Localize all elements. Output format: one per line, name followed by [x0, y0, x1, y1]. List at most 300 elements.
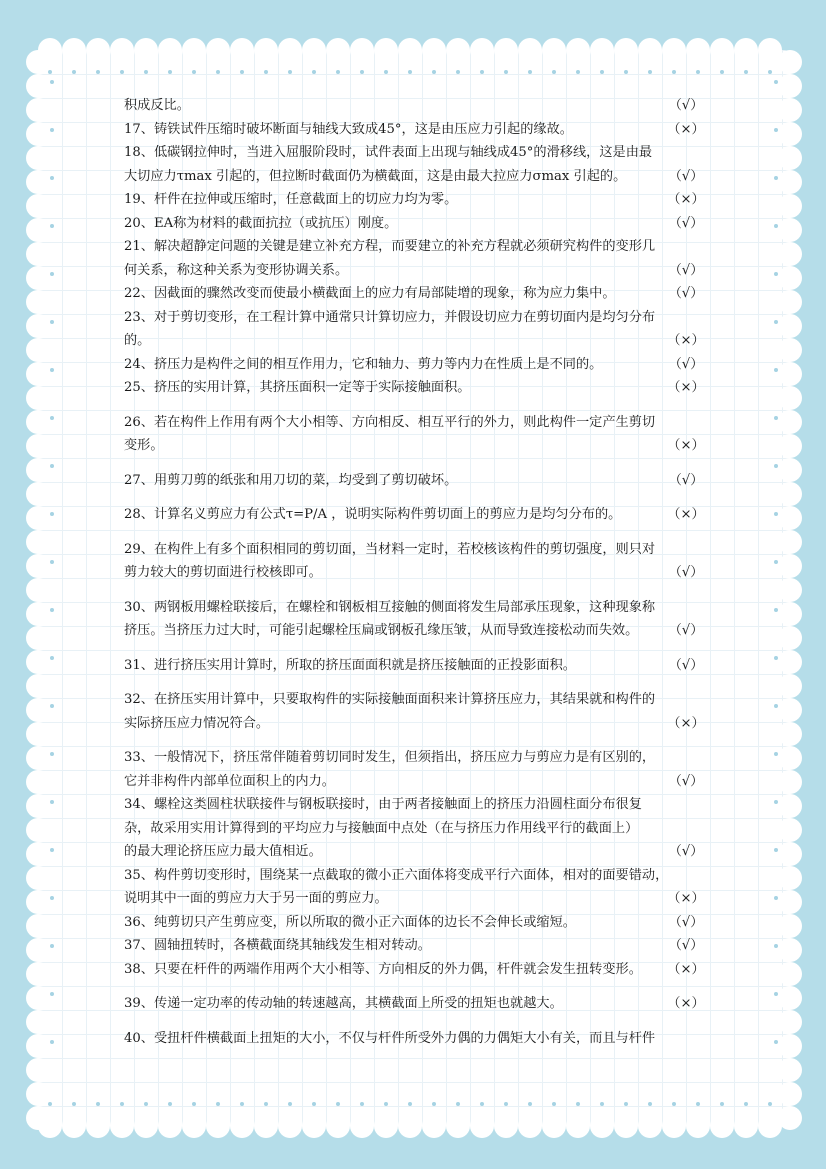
decor-dot	[774, 800, 778, 804]
scallop	[26, 290, 50, 314]
list-item	[124, 654, 706, 678]
list-item	[124, 793, 706, 864]
decor-dot	[48, 70, 52, 74]
scallop	[350, 1114, 374, 1138]
scallop	[686, 38, 710, 62]
scallop	[110, 1114, 134, 1138]
decor-dot	[50, 1040, 54, 1044]
scallop	[26, 890, 50, 914]
scallop	[778, 1010, 802, 1034]
decor-dot	[50, 176, 54, 180]
decor-dot	[528, 1102, 532, 1106]
decor-dot	[774, 608, 778, 612]
decor-dot	[336, 1102, 340, 1106]
decor-dot	[50, 704, 54, 708]
decor-dot	[144, 70, 148, 74]
item-text: 说明其中一面的剪应力大于另一面的剪应力。	[124, 891, 388, 906]
item-text: 37、圆轴扭转时，各横截面绕其轴线发生相对转动。	[124, 938, 431, 953]
scallop	[26, 1034, 50, 1058]
decor-dot	[288, 70, 292, 74]
item-text: 32、在挤压实用计算中，只要取构件的实际接触面面积来计算挤压应力，其结果就和构件的	[124, 692, 656, 707]
scallop	[778, 362, 802, 386]
scallop	[134, 38, 158, 62]
scallop	[398, 1114, 422, 1138]
scallop	[778, 698, 802, 722]
item-text: 27、用剪刀剪的纸张和用刀切的菜，均受到了剪切破坏。	[124, 472, 458, 488]
decor-dot	[576, 70, 580, 74]
scallop	[302, 1114, 326, 1138]
decor-dot	[240, 70, 244, 74]
decor-dot	[432, 70, 436, 74]
decor-dot	[696, 1102, 700, 1106]
question-list	[124, 94, 706, 1050]
scallop	[278, 38, 302, 62]
decor-dot	[72, 1102, 76, 1106]
decor-dot	[696, 70, 700, 74]
scallop	[26, 674, 50, 698]
scallop	[614, 1114, 638, 1138]
list-item	[124, 934, 706, 958]
decor-dot	[264, 1102, 268, 1106]
scallop	[374, 38, 398, 62]
scallop	[62, 1114, 86, 1138]
item-text: 25、挤压的实用计算，其挤压面积一定等于实际接触面积。	[124, 380, 471, 395]
decor-dot	[600, 70, 604, 74]
decor-dot	[774, 848, 778, 852]
answer-mark: （√）	[668, 98, 704, 113]
scallop	[26, 1010, 50, 1034]
answer-mark: （×）	[667, 891, 705, 906]
scallop	[638, 1114, 662, 1138]
scallop	[26, 458, 50, 482]
scallop	[778, 266, 802, 290]
scallop	[778, 74, 802, 98]
scallop	[446, 1114, 470, 1138]
decor-dot	[50, 416, 54, 420]
list-item	[124, 596, 706, 643]
scallop	[778, 218, 802, 242]
decor-dot	[72, 70, 76, 74]
scallop	[26, 242, 50, 266]
decor-dot	[600, 1102, 604, 1106]
list-item	[124, 141, 706, 188]
answer-mark: （√）	[668, 472, 704, 488]
scallop	[778, 170, 802, 194]
item-text: 积成反比。	[124, 98, 190, 113]
scallop	[778, 554, 802, 578]
decor-dot	[576, 1102, 580, 1106]
decor-dot	[360, 70, 364, 74]
list-item	[124, 911, 706, 935]
scallop	[26, 578, 50, 602]
decor-dot	[774, 896, 778, 900]
scallop	[778, 626, 802, 650]
scallop	[778, 410, 802, 434]
list-item	[124, 94, 706, 118]
scallop	[778, 890, 802, 914]
decor-dot	[774, 272, 778, 276]
decor-dot	[480, 70, 484, 74]
decor-dot	[168, 1102, 172, 1106]
decor-dot	[774, 704, 778, 708]
scallop	[662, 1114, 686, 1138]
scallop	[26, 914, 50, 938]
scallop	[614, 38, 638, 62]
scallop	[26, 74, 50, 98]
scallop	[86, 1114, 110, 1138]
scallop	[494, 1114, 518, 1138]
scallop	[398, 38, 422, 62]
scallop	[518, 1114, 542, 1138]
scallop	[26, 866, 50, 890]
list-item	[124, 306, 706, 353]
answer-mark: （√）	[668, 657, 704, 673]
scallop	[26, 314, 50, 338]
decor-dot	[774, 320, 778, 324]
scallop	[734, 1114, 758, 1138]
decor-dot	[624, 70, 628, 74]
scallop	[778, 530, 802, 554]
scallop	[566, 38, 590, 62]
answer-mark: （√）	[668, 565, 704, 580]
scallop	[778, 1106, 802, 1130]
scallop	[26, 98, 50, 122]
decor-dot	[50, 272, 54, 276]
scallop	[26, 218, 50, 242]
answer-mark: （×）	[667, 192, 705, 207]
item-text: 39、传递一定功率的传动轴的转速越高，其横截面上所受的扭矩也就越大。	[124, 996, 563, 1011]
scallop	[778, 386, 802, 410]
decor-dot	[672, 1102, 676, 1106]
decor-dot	[50, 896, 54, 900]
scallop	[778, 818, 802, 842]
scallop	[778, 650, 802, 674]
scallop	[778, 722, 802, 746]
answer-mark: （√）	[668, 356, 704, 372]
answer-mark: （×）	[667, 380, 705, 395]
answer-mark: （√）	[668, 938, 704, 953]
item-text: 变形。	[124, 438, 164, 453]
item-text: 19、杆件在拉伸或压缩时，任意截面上的切应力均为零。	[124, 192, 458, 207]
decor-dot	[744, 1102, 748, 1106]
decor-dot	[504, 1102, 508, 1106]
decor-dot	[216, 70, 220, 74]
decor-dot	[774, 656, 778, 660]
scallop	[254, 1114, 278, 1138]
decor-dot	[48, 1102, 52, 1106]
scallop	[662, 38, 686, 62]
scallop	[26, 626, 50, 650]
scallop	[350, 38, 374, 62]
item-text: 24、挤压力是构件之间的相互作用力，它和轴力、剪力等内力在性质上是不同的。	[124, 356, 603, 372]
scallop	[26, 122, 50, 146]
scallop	[374, 1114, 398, 1138]
answer-mark: （√）	[668, 914, 704, 930]
item-text: 的最大理论挤压应力最大值相近。	[124, 844, 322, 859]
decor-dot	[264, 70, 268, 74]
decor-dot	[774, 992, 778, 996]
decor-dot	[648, 1102, 652, 1106]
scallop	[134, 1114, 158, 1138]
scallop	[86, 38, 110, 62]
decor-dot	[456, 70, 460, 74]
answer-mark: （√）	[668, 623, 704, 638]
decor-dot	[216, 1102, 220, 1106]
item-text: 30、两钢板用螺栓联接后，在螺栓和钢板相互接触的侧面将发生局部承压现象，这种现象称	[124, 599, 656, 615]
decor-dot	[96, 1102, 100, 1106]
scallop	[26, 194, 50, 218]
scallop	[26, 962, 50, 986]
scallop	[778, 986, 802, 1010]
scallop	[518, 38, 542, 62]
decor-dot	[774, 560, 778, 564]
scallop	[26, 602, 50, 626]
scallop	[778, 314, 802, 338]
answer-mark: （√）	[668, 168, 704, 184]
scallop	[734, 38, 758, 62]
scallop	[778, 338, 802, 362]
decor-dot	[50, 992, 54, 996]
list-item	[124, 538, 706, 585]
decor-dot	[50, 752, 54, 756]
scallop	[494, 38, 518, 62]
answer-mark: （×）	[667, 715, 705, 731]
answer-mark: （×）	[667, 961, 705, 977]
decor-dot	[336, 70, 340, 74]
decor-dot	[50, 368, 54, 372]
decor-dot	[168, 70, 172, 74]
scallop	[26, 530, 50, 554]
decor-dot	[384, 70, 388, 74]
list-item	[124, 1027, 706, 1051]
scallop	[710, 38, 734, 62]
scallop	[182, 38, 206, 62]
scallop	[778, 506, 802, 530]
decor-dot	[96, 70, 100, 74]
list-item	[124, 746, 706, 793]
scallop	[778, 602, 802, 626]
decor-dot	[312, 70, 316, 74]
scallop	[778, 458, 802, 482]
scallop	[26, 1058, 50, 1082]
item-text: 34、螺栓这类圆柱状联接件与钢板联接时，由于两者接触面上的挤压力沿圆柱面分布很复	[124, 797, 642, 812]
list-item	[124, 469, 706, 493]
decor-dot	[432, 1102, 436, 1106]
scallop	[778, 146, 802, 170]
decor-dot	[456, 1102, 460, 1106]
scallop	[26, 266, 50, 290]
scallop	[230, 1114, 254, 1138]
item-text: 何关系，称这种关系为变形协调关系。	[124, 262, 349, 278]
scallop	[206, 1114, 230, 1138]
decor-dot	[50, 128, 54, 132]
decor-dot	[774, 752, 778, 756]
scallop	[590, 1114, 614, 1138]
scallop	[778, 50, 802, 74]
item-text: 挤压。当挤压力过大时，可能引起螺栓压扁或钢板孔缘压皱，从而导致连接松动而失效。	[124, 623, 639, 638]
decor-dot	[624, 1102, 628, 1106]
answer-mark: （×）	[667, 438, 705, 453]
scallop	[778, 938, 802, 962]
scallop	[470, 1114, 494, 1138]
scallop	[778, 674, 802, 698]
decor-dot	[240, 1102, 244, 1106]
decor-dot	[50, 848, 54, 852]
answer-mark: （√）	[668, 286, 704, 301]
item-text: 17、铸铁试件压缩时破坏断面与轴线大致成45°，这是由压应力引起的缘故。	[124, 121, 573, 137]
decor-dot	[120, 70, 124, 74]
decor-dot	[192, 70, 196, 74]
decor-dot	[50, 464, 54, 468]
list-item	[124, 282, 706, 306]
decor-dot	[504, 70, 508, 74]
item-text: 它并非构件内部单位面积上的内力。	[124, 773, 335, 789]
decor-dot	[50, 512, 54, 516]
decor-dot	[774, 944, 778, 948]
item-text: 18、低碳钢拉伸时，当进入屈服阶段时，试件表面上出现与轴线成45°的滑移线，这是由最	[124, 145, 653, 160]
decor-dot	[774, 368, 778, 372]
scallop	[778, 770, 802, 794]
decor-dot	[672, 70, 676, 74]
list-item	[124, 118, 706, 142]
scallop	[62, 38, 86, 62]
scallop	[206, 38, 230, 62]
scallop	[26, 650, 50, 674]
item-text: 28、计算名义剪应力有公式τ=P/A ，说明实际构件剪切面上的剪应力是均匀分布的。	[124, 507, 622, 522]
list-item	[124, 188, 706, 212]
item-text: 22、因截面的骤然改变而使最小横截面上的应力有局部陡增的现象，称为应力集中。	[124, 286, 616, 301]
scallop	[26, 986, 50, 1010]
decor-dot	[744, 70, 748, 74]
scallop	[710, 1114, 734, 1138]
scallop	[158, 38, 182, 62]
answer-mark: （√）	[668, 773, 704, 789]
scallop	[26, 362, 50, 386]
item-text: 29、在构件上有多个面积相同的剪切面，当材料一定时，若校核该构件的剪切强度，则只对	[124, 541, 656, 557]
scallop	[26, 938, 50, 962]
decor-dot	[312, 1102, 316, 1106]
scallop	[26, 1106, 50, 1130]
decor-dot	[120, 1102, 124, 1106]
scallop	[778, 1058, 802, 1082]
decor-dot	[144, 1102, 148, 1106]
answer-mark: （√）	[668, 262, 704, 278]
scallop	[182, 1114, 206, 1138]
scallop	[26, 770, 50, 794]
decor-dot	[50, 320, 54, 324]
scallop	[778, 746, 802, 770]
item-text: 剪力较大的剪切面进行校核即可。	[124, 565, 322, 580]
scallop	[778, 914, 802, 938]
decor-dot	[774, 80, 778, 84]
list-item	[124, 376, 706, 400]
answer-mark: （×）	[667, 507, 705, 522]
decor-dot	[408, 70, 412, 74]
scallop	[778, 434, 802, 458]
decor-dot	[552, 1102, 556, 1106]
decor-dot	[720, 70, 724, 74]
scallop	[158, 1114, 182, 1138]
decor-dot	[50, 560, 54, 564]
scallop	[778, 962, 802, 986]
list-item	[124, 235, 706, 282]
scallop	[26, 842, 50, 866]
scallop	[778, 794, 802, 818]
answer-mark: （×）	[667, 333, 705, 348]
scallop	[26, 338, 50, 362]
scallop	[778, 1082, 802, 1106]
list-item	[124, 864, 706, 911]
decor-dot	[774, 224, 778, 228]
item-text: 20、EA称为材料的截面抗拉（或抗压）刚度。	[124, 215, 398, 231]
scallop	[542, 38, 566, 62]
scallop	[26, 722, 50, 746]
list-item	[124, 958, 706, 982]
scallop	[326, 1114, 350, 1138]
scallop	[110, 38, 134, 62]
decor-dot	[720, 1102, 724, 1106]
decor-dot	[50, 944, 54, 948]
scallop	[778, 242, 802, 266]
decor-dot	[360, 1102, 364, 1106]
scallop	[26, 794, 50, 818]
item-text: 40、受扭杆件横截面上扭矩的大小，不仅与杆件所受外力偶的力偶矩大小有关，而且与杆件	[124, 1030, 656, 1046]
item-text: 38、只要在杆件的两端作用两个大小相等、方向相反的外力偶，杆件就会发生扭转变形。	[124, 961, 642, 977]
scallop	[686, 1114, 710, 1138]
scallop	[778, 98, 802, 122]
decor-dot	[192, 1102, 196, 1106]
scallop	[638, 38, 662, 62]
scallop	[26, 170, 50, 194]
scallop	[254, 38, 278, 62]
decor-dot	[528, 70, 532, 74]
scallop	[26, 410, 50, 434]
list-item	[124, 992, 706, 1016]
scallop	[278, 1114, 302, 1138]
scallop	[26, 434, 50, 458]
item-text: 实际挤压应力情况符合。	[124, 715, 270, 731]
decor-dot	[774, 464, 778, 468]
item-text: 的。	[124, 333, 151, 348]
scallop	[778, 1034, 802, 1058]
item-text: 26、若在构件上作用有两个大小相等、方向相反、相互平行的外力，则此构件一定产生剪切	[124, 414, 656, 430]
scallop	[26, 386, 50, 410]
scallop	[230, 38, 254, 62]
scallop	[26, 482, 50, 506]
scallop	[778, 482, 802, 506]
scallop	[26, 698, 50, 722]
item-text: 23、对于剪切变形，在工程计算中通常只计算切应力，并假设切应力在剪切面内是均匀分布	[124, 309, 656, 325]
scallop	[778, 578, 802, 602]
scallop	[590, 38, 614, 62]
list-item	[124, 688, 706, 735]
decor-dot	[50, 608, 54, 612]
decor-dot	[384, 1102, 388, 1106]
scallop	[26, 746, 50, 770]
decor-dot	[648, 70, 652, 74]
scallop	[778, 194, 802, 218]
scallop	[326, 38, 350, 62]
scallop	[26, 506, 50, 530]
item-text: 36、纯剪切只产生剪应变，所以所取的微小正六面体的边长不会伸长或缩短。	[124, 914, 576, 930]
decor-dot	[768, 70, 772, 74]
scallop	[26, 50, 50, 74]
decor-dot	[50, 800, 54, 804]
answer-mark: （×）	[667, 996, 705, 1011]
scallop	[778, 866, 802, 890]
decor-dot	[552, 70, 556, 74]
scallop	[422, 1114, 446, 1138]
